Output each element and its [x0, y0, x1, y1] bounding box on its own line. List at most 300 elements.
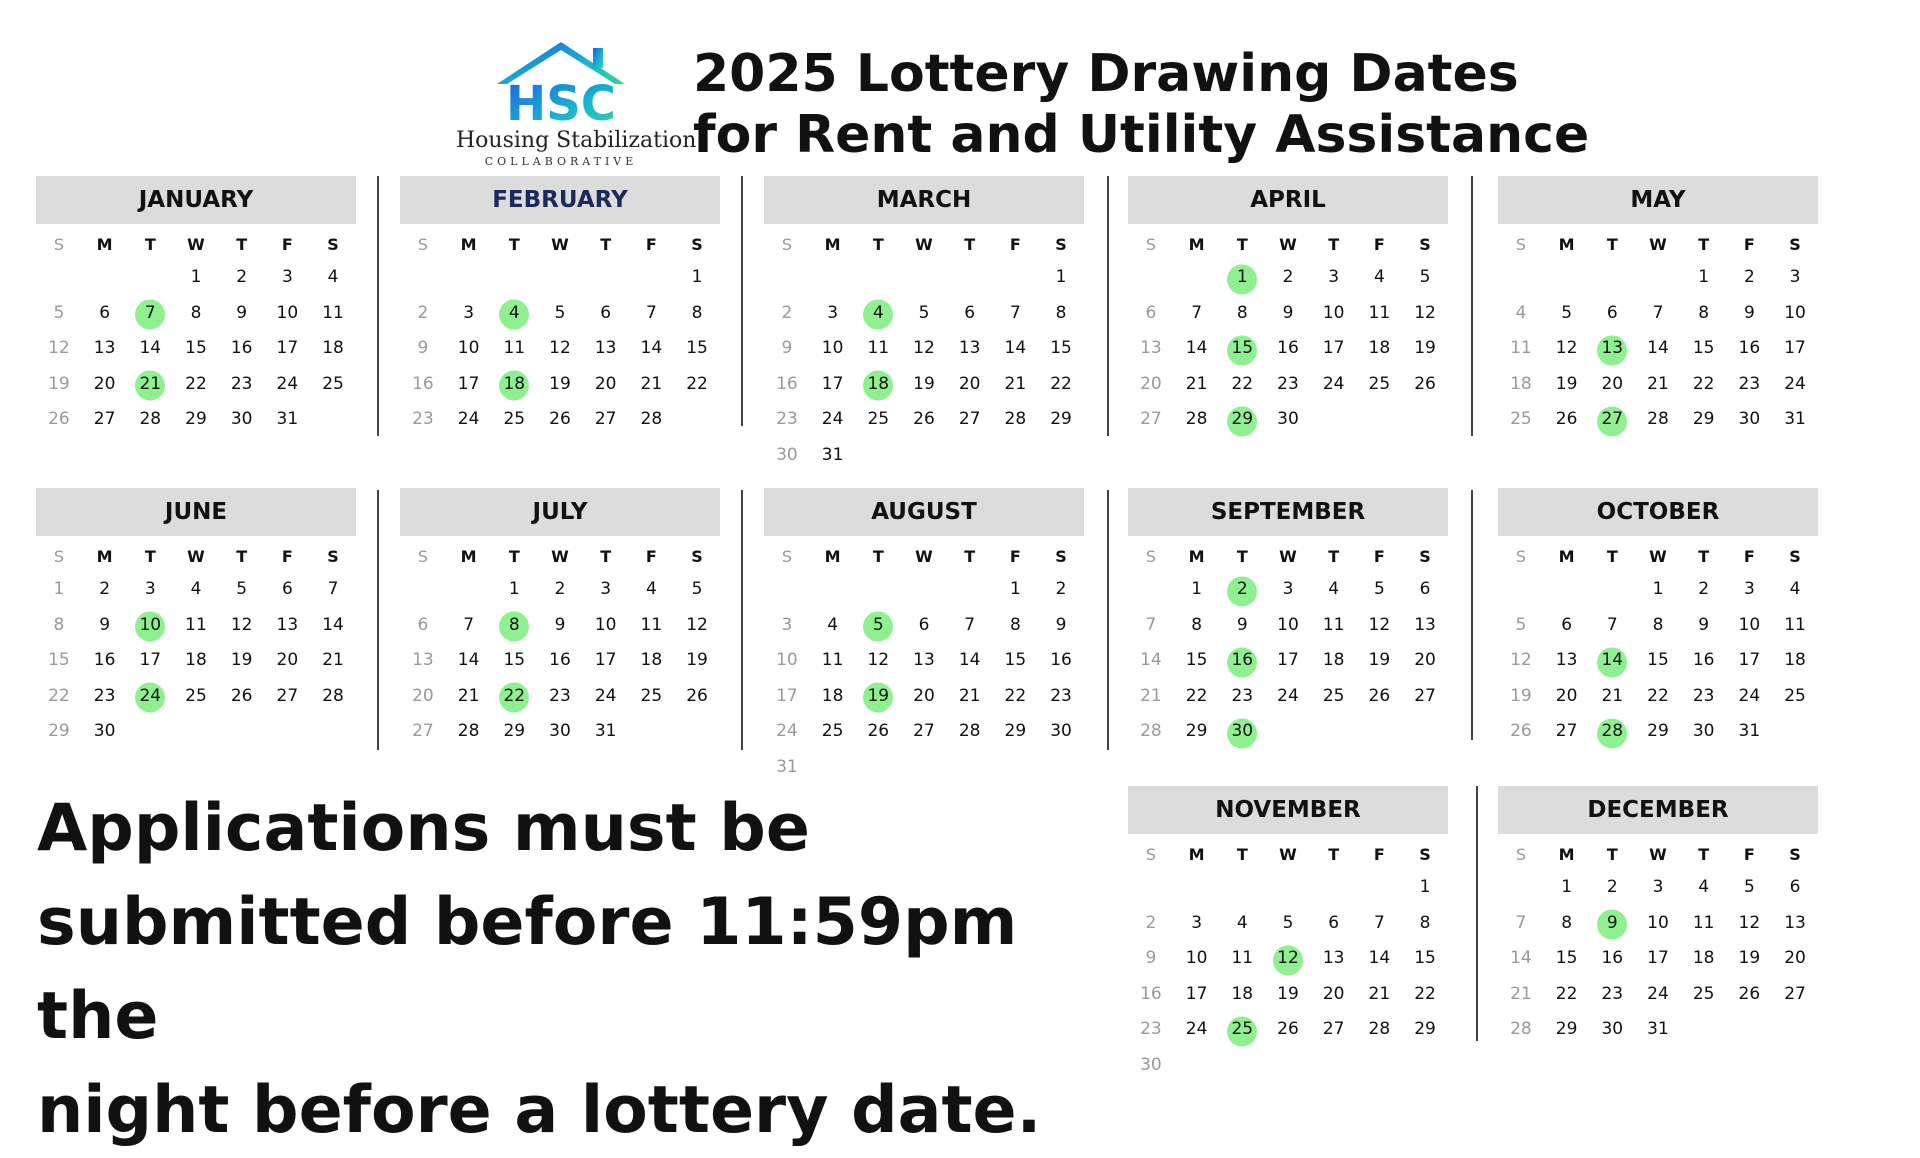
- calendar-day: 12: [230, 614, 253, 635]
- calendar-day: 28: [322, 685, 344, 706]
- week-row: [764, 572, 1084, 608]
- weekday-label: M: [460, 547, 477, 566]
- calendar-day: 1: [1191, 579, 1203, 599]
- calendar-day: 16: [1738, 338, 1761, 358]
- calendar-day: 19: [1738, 948, 1761, 968]
- lottery-date: 15: [1219, 331, 1265, 367]
- calendar-day: 6: [281, 579, 293, 599]
- weekday-label: T: [1698, 235, 1710, 254]
- week-row: [1498, 331, 1818, 367]
- month-divider: [1476, 786, 1478, 1041]
- calendar-day: 4: [1789, 579, 1801, 599]
- calendar-day: 27: [1322, 1019, 1345, 1039]
- weekday-header: [1498, 840, 1818, 870]
- lottery-date: 1: [1219, 260, 1265, 296]
- calendar-day: 4: [1328, 579, 1340, 599]
- weekday-label: W: [915, 235, 933, 254]
- month-november: [1128, 786, 1448, 1076]
- calendar-day: 31: [1784, 409, 1806, 429]
- calendar-day: 25: [867, 409, 890, 429]
- calendar-day: 10: [821, 338, 844, 358]
- calendar-day: 3: [1652, 877, 1664, 897]
- week-row: [400, 572, 720, 608]
- calendar-day: 22: [1231, 373, 1254, 394]
- calendar-day: 13: [1555, 650, 1578, 670]
- month-title: FEBRUARY: [400, 176, 720, 224]
- weekday-label: M: [824, 547, 841, 566]
- calendar-day: 1: [1561, 877, 1573, 897]
- calendar-day: 8: [1191, 614, 1203, 635]
- calendar-day: 11: [322, 302, 344, 323]
- calendar-day: 15: [1185, 650, 1208, 670]
- calendar-day: 30: [549, 721, 571, 741]
- calendar-day: 5: [1743, 877, 1755, 897]
- month-divider: [741, 490, 743, 750]
- calendar-day: 20: [1322, 983, 1345, 1004]
- week-row: [400, 331, 720, 367]
- notice-line-3: night before a lottery date.: [37, 1073, 1042, 1148]
- empty-day: [127, 260, 173, 296]
- weekday-label: M: [1558, 845, 1575, 864]
- empty-day: [1589, 572, 1635, 608]
- calendar-day: 9: [1145, 948, 1157, 968]
- week-row: [400, 260, 720, 296]
- calendar-day: 5: [53, 302, 65, 323]
- week-row: [36, 260, 356, 296]
- calendar-day: 23: [776, 409, 798, 429]
- calendar-day: 27: [1555, 721, 1578, 741]
- weekday-label: F: [1009, 547, 1021, 566]
- week-row: [1128, 260, 1448, 296]
- calendar-day: 20: [276, 650, 299, 670]
- calendar-day: 24: [1738, 685, 1761, 706]
- calendar-day: 20: [1140, 373, 1162, 394]
- month-divider: [1107, 176, 1109, 436]
- calendar-day: 13: [276, 614, 299, 635]
- week-row: [1498, 260, 1818, 296]
- calendar-day: 9: [236, 302, 248, 323]
- calendar-day: 15: [1555, 948, 1578, 968]
- calendar-day: 7: [463, 614, 475, 635]
- calendar-day: 3: [1328, 267, 1340, 287]
- calendar-day: 31: [594, 721, 617, 741]
- calendar-day: 4: [645, 579, 657, 599]
- weekday-label: M: [1558, 235, 1575, 254]
- empty-day: [1128, 870, 1174, 906]
- calendar-day: 23: [549, 685, 571, 706]
- calendar-day: 26: [1738, 983, 1761, 1004]
- calendar-day: 8: [691, 302, 703, 323]
- calendar-day: 15: [686, 338, 708, 358]
- calendar-day: 17: [594, 650, 617, 670]
- calendar-day: 6: [918, 614, 930, 635]
- calendar-day: 5: [1419, 267, 1431, 287]
- calendar-day: 24: [594, 685, 617, 706]
- week-row: [764, 331, 1084, 367]
- empty-day: [1544, 260, 1590, 296]
- calendar-day: 5: [691, 579, 703, 599]
- calendar-day: 22: [1185, 685, 1208, 706]
- month-february: [400, 176, 720, 466]
- calendar-day: 2: [417, 302, 429, 323]
- calendar-day: 5: [554, 302, 566, 323]
- month-title: JULY: [400, 488, 720, 536]
- weekday-label: F: [1373, 235, 1385, 254]
- weekday-label: S: [417, 547, 429, 566]
- calendar-day: 15: [185, 338, 207, 358]
- calendar-day: 2: [99, 579, 111, 599]
- calendar-day: 26: [1277, 1019, 1299, 1039]
- lottery-date: 16: [1219, 643, 1265, 679]
- calendar-day: 28: [139, 409, 162, 429]
- calendar-day: 2: [1743, 267, 1755, 287]
- empty-day: [491, 260, 537, 296]
- week-row: [764, 260, 1084, 296]
- calendar-day: 6: [417, 614, 429, 635]
- calendar-day: 7: [1652, 302, 1664, 323]
- calendar-day: 29: [503, 721, 526, 741]
- calendar-day: 28: [1185, 409, 1208, 429]
- week-row: [1498, 714, 1818, 750]
- calendar-day: 3: [1743, 579, 1755, 599]
- title-line-2: for Rent and Utility Assistance: [693, 105, 1590, 165]
- calendar-day: 25: [1368, 373, 1391, 394]
- calendar-day: 25: [821, 721, 844, 741]
- weekday-label: S: [1419, 845, 1431, 864]
- calendar-day: 11: [1784, 614, 1806, 635]
- week-row: [1128, 906, 1448, 942]
- calendar-day: 5: [1282, 912, 1294, 933]
- empty-day: [1265, 870, 1311, 906]
- week-row: [764, 750, 1084, 786]
- calendar-day: 21: [1368, 983, 1391, 1004]
- calendar-day: 13: [412, 650, 434, 670]
- calendar-day: 14: [139, 338, 162, 358]
- calendar-day: 20: [913, 685, 935, 706]
- weekday-label: F: [1373, 547, 1385, 566]
- calendar-day: 22: [1004, 685, 1027, 706]
- calendar-day: 8: [190, 302, 202, 323]
- calendar-day: 3: [1789, 267, 1801, 287]
- week-row: [1498, 643, 1818, 679]
- calendar-day: 8: [1236, 302, 1248, 323]
- weekday-label: T: [236, 235, 248, 254]
- weekday-label: T: [1606, 235, 1618, 254]
- empty-day: [82, 260, 128, 296]
- calendar-day: 6: [99, 302, 111, 323]
- calendar-day: 11: [185, 614, 207, 635]
- weekday-label: T: [964, 547, 976, 566]
- calendar-day: 3: [600, 579, 612, 599]
- week-row: [1498, 679, 1818, 715]
- calendar-day: 3: [827, 302, 839, 323]
- calendar-day: 27: [913, 721, 935, 741]
- calendar-day: 5: [918, 302, 930, 323]
- empty-day: [810, 572, 856, 608]
- calendar-day: 21: [1510, 983, 1532, 1004]
- calendar-day: 6: [600, 302, 612, 323]
- month-divider: [377, 176, 379, 436]
- week-row: [400, 679, 720, 715]
- calendar-day: 17: [1322, 338, 1345, 358]
- calendar-day: 23: [1692, 685, 1715, 706]
- calendar-day: 4: [827, 614, 839, 635]
- week-row: [1128, 1012, 1448, 1048]
- calendar-day: 14: [640, 338, 663, 358]
- calendar-day: 24: [1784, 373, 1806, 394]
- calendar-day: 2: [1606, 877, 1618, 897]
- empty-day: [446, 572, 492, 608]
- calendar-day: 13: [1414, 614, 1436, 635]
- calendar-day: 12: [1555, 338, 1578, 358]
- month-january: [36, 176, 356, 466]
- weekday-header: [764, 542, 1084, 572]
- calendar-day: 21: [1185, 373, 1208, 394]
- weekday-label: M: [1558, 547, 1575, 566]
- lottery-date: 18: [855, 367, 901, 403]
- calendar-day: 3: [1282, 579, 1294, 599]
- calendar-day: 22: [1647, 685, 1669, 706]
- calendar-day: 13: [913, 650, 935, 670]
- weekday-label: W: [187, 547, 205, 566]
- calendar-day: 14: [457, 650, 480, 670]
- calendar-day: 26: [1510, 721, 1532, 741]
- calendar-day: 22: [185, 373, 207, 394]
- weekday-label: S: [781, 235, 793, 254]
- weekday-label: W: [915, 547, 933, 566]
- lottery-date: 21: [127, 367, 173, 403]
- calendar-day: 20: [93, 373, 116, 394]
- calendar-day: 17: [776, 685, 798, 706]
- calendar-day: 6: [1419, 579, 1431, 599]
- week-row: [764, 714, 1084, 750]
- calendar-day: 12: [1414, 302, 1436, 323]
- weekday-header: [764, 230, 1084, 260]
- calendar-day: 11: [1322, 614, 1345, 635]
- weekday-label: F: [1743, 235, 1755, 254]
- week-row: [36, 608, 356, 644]
- empty-day: [993, 260, 1039, 296]
- calendar-day: 11: [1510, 338, 1532, 358]
- weekday-label: S: [327, 547, 339, 566]
- lottery-date: 4: [855, 296, 901, 332]
- calendar-day: 7: [1009, 302, 1021, 323]
- calendar-day: 15: [48, 650, 70, 670]
- weekday-label: S: [1419, 235, 1431, 254]
- calendar-day: 9: [99, 614, 111, 635]
- weekday-label: F: [1743, 547, 1755, 566]
- month-title: AUGUST: [764, 488, 1084, 536]
- calendar-day: 19: [1510, 685, 1532, 706]
- weekday-header: [1498, 230, 1818, 260]
- week-row: [36, 572, 356, 608]
- application-deadline-notice: [37, 782, 1077, 1158]
- calendar-day: 27: [594, 409, 617, 429]
- calendar-day: 23: [93, 685, 116, 706]
- week-row: [400, 296, 720, 332]
- calendar-day: 17: [1277, 650, 1299, 670]
- calendar-day: 26: [549, 409, 571, 429]
- week-row: [764, 608, 1084, 644]
- calendar-day: 17: [1784, 338, 1806, 358]
- weekday-label: W: [187, 235, 205, 254]
- empty-day: [764, 572, 810, 608]
- calendar-day: 11: [1231, 948, 1254, 968]
- week-row: [1498, 608, 1818, 644]
- week-row: [1498, 572, 1818, 608]
- week-row: [1128, 402, 1448, 438]
- calendar-day: 13: [93, 338, 116, 358]
- month-divider: [741, 176, 743, 426]
- lottery-date: 24: [127, 679, 173, 715]
- calendar-day: 25: [503, 409, 526, 429]
- weekday-label: T: [1328, 547, 1340, 566]
- calendar-day: 5: [236, 579, 248, 599]
- calendar-day: 26: [1555, 409, 1578, 429]
- week-row: [1128, 296, 1448, 332]
- calendar-day: 19: [686, 650, 708, 670]
- calendar-day: 29: [1555, 1019, 1578, 1039]
- week-row: [1128, 679, 1448, 715]
- calendar-day: 12: [1510, 650, 1532, 670]
- calendar-day: 24: [1647, 983, 1669, 1004]
- calendar-day: 15: [503, 650, 526, 670]
- calendar-day: 18: [322, 338, 344, 358]
- calendar-day: 22: [1414, 983, 1436, 1004]
- calendar-day: 10: [1185, 948, 1208, 968]
- calendar-day: 12: [1738, 912, 1761, 933]
- weekday-label: F: [1743, 845, 1755, 864]
- calendar-day: 14: [322, 614, 344, 635]
- weekday-label: S: [1515, 845, 1527, 864]
- calendar-day: 29: [1004, 721, 1027, 741]
- calendar-day: 9: [1055, 614, 1067, 635]
- weekday-label: T: [1606, 845, 1618, 864]
- calendar-day: 26: [1414, 373, 1436, 394]
- calendar-day: 10: [457, 338, 480, 358]
- calendar-day: 23: [230, 373, 253, 394]
- calendar-day: 26: [230, 685, 253, 706]
- lottery-date: 10: [127, 608, 173, 644]
- calendar-day: 1: [53, 579, 65, 599]
- hsc-logo: [456, 38, 697, 168]
- calendar-day: 28: [457, 721, 480, 741]
- calendar-day: 21: [1004, 373, 1027, 394]
- empty-day: [1635, 260, 1681, 296]
- calendar-day: 6: [964, 302, 976, 323]
- week-row: [36, 679, 356, 715]
- month-december: [1498, 786, 1818, 1076]
- calendar-day: 20: [1601, 373, 1624, 394]
- calendar-day: 18: [640, 650, 663, 670]
- week-row: [1128, 367, 1448, 403]
- weekday-label: S: [1145, 845, 1157, 864]
- calendar-day: 14: [1140, 650, 1162, 670]
- calendar-day: 23: [1231, 685, 1254, 706]
- calendar-day: 26: [686, 685, 708, 706]
- calendar-day: 7: [645, 302, 657, 323]
- house-logo-icon: [493, 38, 629, 126]
- weekday-label: T: [508, 547, 520, 566]
- calendar-day: 6: [1606, 302, 1618, 323]
- calendar-day: 24: [457, 409, 480, 429]
- calendar-day: 6: [1789, 877, 1801, 897]
- calendar-day: 9: [1698, 614, 1710, 635]
- calendar-day: 22: [48, 685, 70, 706]
- calendar-day: 20: [1555, 685, 1578, 706]
- empty-day: [1174, 260, 1220, 296]
- month-title: NOVEMBER: [1128, 786, 1448, 834]
- week-row: [1128, 941, 1448, 977]
- calendar-day: 4: [327, 267, 339, 287]
- month-divider: [1107, 490, 1109, 750]
- calendar-day: 10: [276, 302, 299, 323]
- calendar-day: 26: [913, 409, 935, 429]
- calendar-day: 18: [1784, 650, 1806, 670]
- weekday-label: M: [96, 547, 113, 566]
- calendar-day: 15: [1414, 948, 1436, 968]
- calendar-day: 22: [1555, 983, 1578, 1004]
- calendar-day: 21: [1647, 373, 1669, 394]
- lottery-date: 9: [1589, 906, 1635, 942]
- empty-day: [855, 572, 901, 608]
- calendar-day: 12: [549, 338, 571, 358]
- calendar-day: 7: [964, 614, 976, 635]
- calendar-day: 25: [1784, 685, 1806, 706]
- weekday-label: S: [691, 235, 703, 254]
- calendar-day: 18: [185, 650, 207, 670]
- calendar-day: 23: [1050, 685, 1072, 706]
- calendar-day: 25: [1510, 409, 1532, 429]
- weekday-label: S: [1145, 235, 1157, 254]
- week-row: [1128, 572, 1448, 608]
- calendar-day: 10: [1322, 302, 1345, 323]
- calendar-day: 16: [412, 373, 434, 394]
- calendar-day: 27: [1414, 685, 1436, 706]
- calendar-day: 2: [1055, 579, 1067, 599]
- calendar-day: 8: [1698, 302, 1710, 323]
- calendar-day: 28: [1647, 409, 1669, 429]
- calendar-day: 19: [549, 373, 571, 394]
- empty-day: [400, 260, 446, 296]
- empty-day: [446, 260, 492, 296]
- calendar-day: 22: [1692, 373, 1715, 394]
- calendar-day: 10: [1277, 614, 1299, 635]
- calendar-day: 12: [913, 338, 935, 358]
- week-row: [1498, 906, 1818, 942]
- month-october: [1498, 488, 1818, 778]
- calendar-day: 29: [1692, 409, 1715, 429]
- calendar-day: 8: [1652, 614, 1664, 635]
- week-row: [1498, 977, 1818, 1013]
- calendar-day: 15: [1050, 338, 1072, 358]
- calendar-day: 18: [1692, 948, 1715, 968]
- weekday-label: M: [824, 235, 841, 254]
- calendar-day: 28: [640, 409, 663, 429]
- month-title: OCTOBER: [1498, 488, 1818, 536]
- weekday-label: T: [236, 547, 248, 566]
- week-row: [1128, 331, 1448, 367]
- weekday-label: M: [1188, 845, 1205, 864]
- calendar-day: 19: [913, 373, 935, 394]
- weekday-label: T: [1236, 845, 1248, 864]
- calendar-day: 19: [1368, 650, 1391, 670]
- calendar-day: 16: [776, 373, 798, 394]
- calendar-day: 13: [1322, 948, 1345, 968]
- weekday-label: T: [1698, 845, 1710, 864]
- calendar-day: 24: [776, 721, 798, 741]
- month-title: MARCH: [764, 176, 1084, 224]
